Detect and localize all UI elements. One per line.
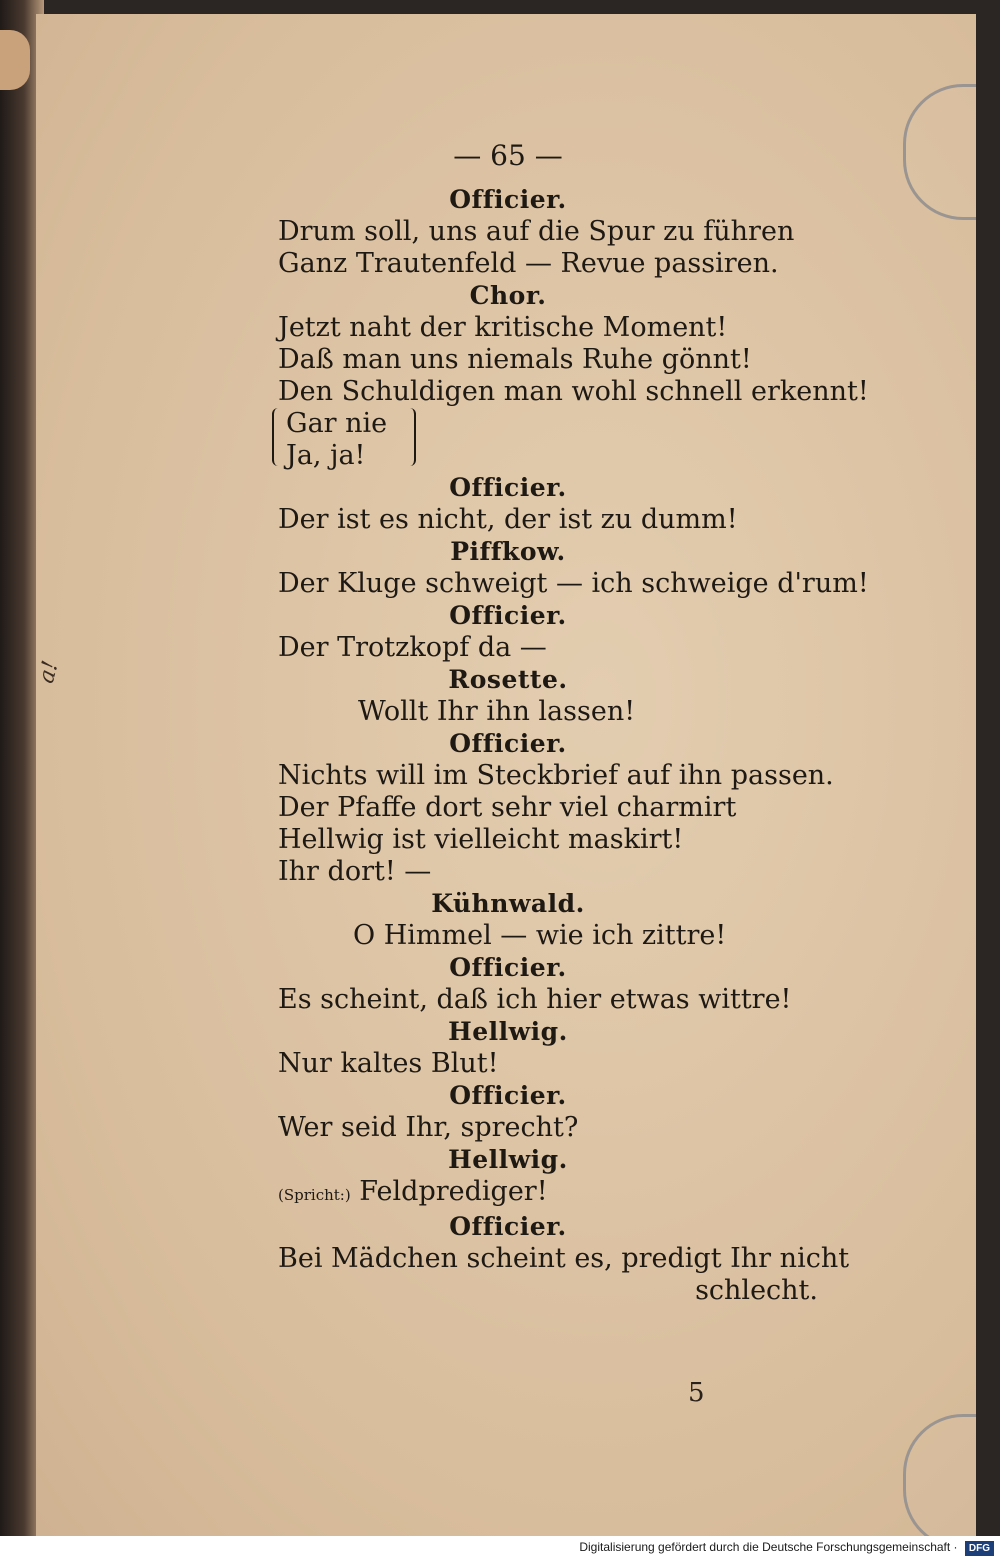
stage-direction: (Spricht:) — [278, 1186, 351, 1204]
speaker-label: Chor. — [469, 281, 547, 310]
margin-mark: a! — [33, 658, 64, 686]
verse-line: Jetzt naht der kritische Moment! — [278, 312, 728, 343]
page-text — [278, 139, 869, 1307]
brace-group — [278, 408, 838, 472]
speaker-label: Officier. — [449, 473, 567, 502]
page-number: — 65 — — [453, 139, 563, 172]
dfg-logo: DFG — [965, 1541, 994, 1556]
right-brace — [406, 408, 416, 466]
verse-line: schlecht. — [695, 1275, 818, 1306]
page-clip-top — [903, 84, 976, 220]
speaker-label: Officier. — [449, 1212, 567, 1241]
speaker-label: Piffkow. — [450, 537, 566, 566]
verse-line: Ganz Trautenfeld — Revue passiren. — [278, 248, 779, 279]
speaker-label: Kühnwald. — [431, 889, 585, 918]
verse-line: Ihr dort! — — [278, 856, 432, 887]
page-clip-bottom — [903, 1414, 976, 1550]
footer-text: Digitalisierung gefördert durch die Deutsche Forschungsgemeinschaft · — [579, 1540, 958, 1554]
verse-text: Feldprediger! — [359, 1176, 548, 1207]
signature-mark: 5 — [688, 1378, 705, 1408]
verse-line: Daß man uns niemals Ruhe gönnt! — [278, 344, 752, 375]
verse-line: Wollt Ihr ihn lassen! — [358, 696, 636, 727]
speaker-label: Officier. — [449, 185, 567, 214]
brace-line: Gar nie — [286, 408, 388, 439]
verse-line: Nichts will im Steckbrief auf ihn passen. — [278, 760, 834, 791]
verse-line: Es scheint, daß ich hier etwas wittre! — [278, 984, 792, 1015]
verse-line: Nur kaltes Blut! — [278, 1048, 499, 1079]
verse-line: Der Pfaffe dort sehr viel charmirt — [278, 792, 737, 823]
verse-line: Der Kluge schweigt — ich schweige d'rum! — [278, 568, 869, 599]
verse-line: Der Trotzkopf da — — [278, 632, 547, 663]
verse-line: Den Schuldigen man wohl schnell erkennt! — [278, 376, 869, 407]
speaker-label: Hellwig. — [448, 1145, 568, 1174]
speaker-label: Rosette. — [448, 665, 568, 694]
speaker-label: Officier. — [449, 953, 567, 982]
speaker-label: Hellwig. — [448, 1017, 568, 1046]
left-brace — [272, 408, 282, 466]
speaker-label: Officier. — [449, 729, 567, 758]
verse-line: Drum soll, uns auf die Spur zu führen — [278, 216, 795, 247]
verse-line: Hellwig ist vielleicht maskirt! — [278, 824, 684, 855]
brace-line: Ja, ja! — [286, 440, 366, 471]
verse-line: Wer seid Ihr, sprecht? — [278, 1112, 579, 1143]
speaker-label: Officier. — [449, 601, 567, 630]
speaker-label: Officier. — [449, 1081, 567, 1110]
verse-line: Der ist es nicht, der ist zu dumm! — [278, 504, 738, 535]
verse-line: O Himmel — wie ich zittre! — [353, 920, 727, 951]
binding-tab — [0, 30, 30, 90]
verse-line: Bei Mädchen scheint es, predigt Ihr nicht — [278, 1243, 850, 1274]
stage-line — [278, 1176, 838, 1211]
digitization-footer — [0, 1536, 1000, 1559]
